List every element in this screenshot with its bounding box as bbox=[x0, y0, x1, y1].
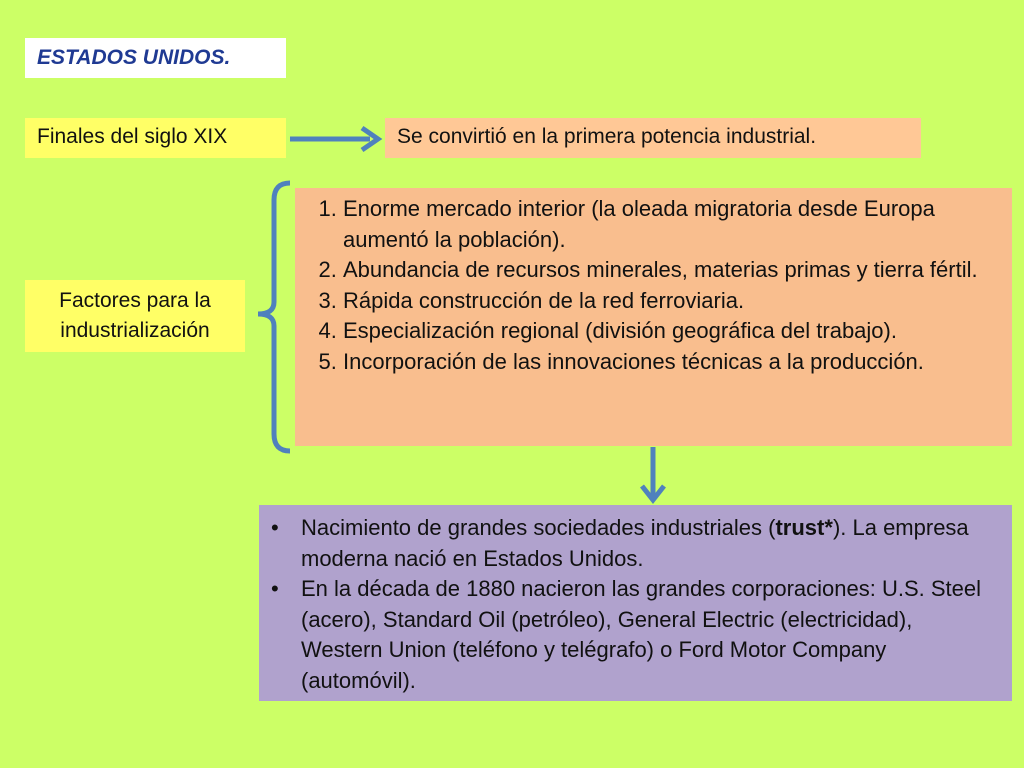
consequence-text-part: Nacimiento de grandes sociedades industriales ( bbox=[301, 515, 776, 540]
trust-term: trust* bbox=[775, 515, 833, 540]
factors-label-line2: industrialización bbox=[60, 319, 210, 342]
bullet-icon: • bbox=[271, 515, 279, 540]
factor-item: 2. Abundancia de recursos minerales, materias primas y tierra fértil. bbox=[343, 255, 1000, 286]
factor-item: 3. Rápida construcción de la red ferroviaria. bbox=[343, 286, 1000, 317]
period-label: Finales del siglo XIX bbox=[37, 125, 228, 148]
curly-bracket-icon bbox=[258, 183, 290, 451]
factors-label-line1: Factores para la bbox=[59, 289, 211, 312]
consequence-text-part: ). La empresa moderna nació en Estados Unidos. bbox=[301, 515, 969, 571]
down-arrow-icon bbox=[642, 447, 664, 500]
factor-item: 5. Incorporación de las innovaciones técnicas a la producción. bbox=[343, 347, 1000, 378]
factor-item: 4. Especialización regional (división geográfica del trabajo). bbox=[343, 316, 1000, 347]
right-arrow-icon bbox=[290, 128, 378, 150]
bullet-icon: • bbox=[271, 576, 279, 601]
consequence-text: En la década de 1880 nacieron las grandes corporaciones: U.S. Steel (acero), Standard Oil (petróleo), General Electric (electricidad), Western Union (teléfono y telégrafo) o Ford Motor Company (automóvil). bbox=[301, 576, 981, 693]
page-title: ESTADOS UNIDOS. bbox=[37, 46, 231, 69]
factor-item: 1. Enorme mercado interior (la oleada migratoria desde Europa aumentó la población). bbox=[343, 194, 1000, 255]
result-text: Se convirtió en la primera potencia industrial. bbox=[397, 125, 817, 148]
